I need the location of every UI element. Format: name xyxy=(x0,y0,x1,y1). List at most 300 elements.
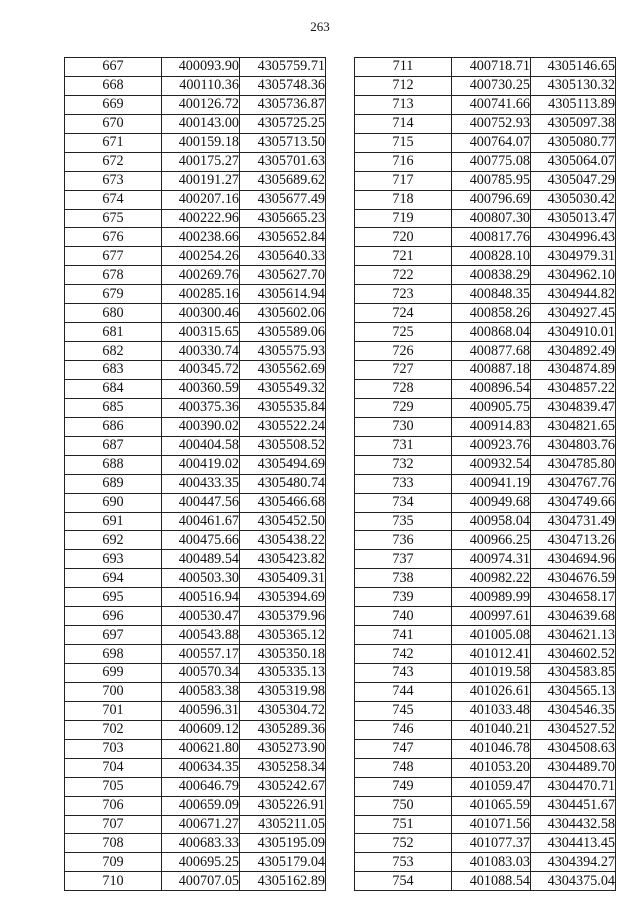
point-number-cell: 722 xyxy=(355,266,452,285)
point-number-cell: 683 xyxy=(65,361,162,380)
y-coordinate-cell: 4305226.91 xyxy=(240,796,326,815)
y-coordinate-cell: 4304394.27 xyxy=(531,853,616,872)
y-coordinate-cell: 4305242.67 xyxy=(240,777,326,796)
table-row xyxy=(355,266,616,285)
y-coordinate-cell: 4305689.62 xyxy=(240,171,326,190)
table-row xyxy=(355,682,616,701)
point-number-cell: 725 xyxy=(355,323,452,342)
table-row xyxy=(65,682,326,701)
x-coordinate-cell: 400503.30 xyxy=(162,569,240,588)
y-coordinate-cell: 4305064.07 xyxy=(531,152,616,171)
point-number-cell: 733 xyxy=(355,474,452,493)
point-number-cell: 685 xyxy=(65,398,162,417)
point-number-cell: 698 xyxy=(65,645,162,664)
table-row xyxy=(355,777,616,796)
table-row xyxy=(65,266,326,285)
table-row xyxy=(355,114,616,133)
x-coordinate-cell: 400375.36 xyxy=(162,398,240,417)
y-coordinate-cell: 4305304.72 xyxy=(240,701,326,720)
point-number-cell: 706 xyxy=(65,796,162,815)
x-coordinate-cell: 400659.09 xyxy=(162,796,240,815)
y-coordinate-cell: 4304375.04 xyxy=(531,872,616,891)
point-number-cell: 736 xyxy=(355,531,452,550)
y-coordinate-cell: 4305652.84 xyxy=(240,228,326,247)
table-row xyxy=(65,815,326,834)
point-number-cell: 669 xyxy=(65,95,162,114)
y-coordinate-cell: 4305394.69 xyxy=(240,588,326,607)
point-number-cell: 677 xyxy=(65,247,162,266)
table-row xyxy=(65,607,326,626)
y-coordinate-cell: 4304432.58 xyxy=(531,815,616,834)
x-coordinate-cell: 400646.79 xyxy=(162,777,240,796)
table-row xyxy=(65,626,326,645)
y-coordinate-cell: 4304713.26 xyxy=(531,531,616,550)
x-coordinate-cell: 400596.31 xyxy=(162,701,240,720)
x-coordinate-cell: 401059.47 xyxy=(452,777,531,796)
x-coordinate-cell: 400404.58 xyxy=(162,436,240,455)
table-row xyxy=(65,247,326,266)
table-row xyxy=(65,796,326,815)
point-number-cell: 742 xyxy=(355,645,452,664)
y-coordinate-cell: 4305080.77 xyxy=(531,133,616,152)
table-row xyxy=(355,171,616,190)
point-number-cell: 686 xyxy=(65,417,162,436)
y-coordinate-cell: 4304767.76 xyxy=(531,474,616,493)
y-coordinate-cell: 4304565.13 xyxy=(531,682,616,701)
point-number-cell: 718 xyxy=(355,190,452,209)
coordinates-table-left xyxy=(64,57,326,891)
point-number-cell: 710 xyxy=(65,872,162,891)
table-row xyxy=(355,720,616,739)
x-coordinate-cell: 400730.25 xyxy=(452,76,531,95)
table-row xyxy=(65,379,326,398)
point-number-cell: 709 xyxy=(65,853,162,872)
y-coordinate-cell: 4304658.17 xyxy=(531,588,616,607)
point-number-cell: 682 xyxy=(65,342,162,361)
table-row xyxy=(65,701,326,720)
point-number-cell: 690 xyxy=(65,493,162,512)
x-coordinate-cell: 400315.65 xyxy=(162,323,240,342)
y-coordinate-cell: 4305319.98 xyxy=(240,682,326,701)
x-coordinate-cell: 400695.25 xyxy=(162,853,240,872)
point-number-cell: 744 xyxy=(355,682,452,701)
table-row xyxy=(355,701,616,720)
point-number-cell: 714 xyxy=(355,114,452,133)
table-row xyxy=(65,720,326,739)
point-number-cell: 720 xyxy=(355,228,452,247)
x-coordinate-cell: 401012.41 xyxy=(452,645,531,664)
table-row xyxy=(355,417,616,436)
x-coordinate-cell: 400433.35 xyxy=(162,474,240,493)
point-number-cell: 670 xyxy=(65,114,162,133)
table-row xyxy=(65,152,326,171)
y-coordinate-cell: 4304489.70 xyxy=(531,758,616,777)
x-coordinate-cell: 400905.75 xyxy=(452,398,531,417)
x-coordinate-cell: 400330.74 xyxy=(162,342,240,361)
point-number-cell: 704 xyxy=(65,758,162,777)
y-coordinate-cell: 4304546.35 xyxy=(531,701,616,720)
y-coordinate-cell: 4304979.31 xyxy=(531,247,616,266)
table-row xyxy=(355,58,616,77)
y-coordinate-cell: 4304962.10 xyxy=(531,266,616,285)
y-coordinate-cell: 4305211.05 xyxy=(240,815,326,834)
y-coordinate-cell: 4304821.65 xyxy=(531,417,616,436)
y-coordinate-cell: 4305759.71 xyxy=(240,58,326,77)
y-coordinate-cell: 4305179.04 xyxy=(240,853,326,872)
coordinates-table-right xyxy=(354,57,616,891)
x-coordinate-cell: 400516.94 xyxy=(162,588,240,607)
table-row xyxy=(65,323,326,342)
y-coordinate-cell: 4304602.52 xyxy=(531,645,616,664)
y-coordinate-cell: 4305423.82 xyxy=(240,550,326,569)
table-row xyxy=(65,190,326,209)
table-row xyxy=(355,550,616,569)
y-coordinate-cell: 4304413.45 xyxy=(531,834,616,853)
table-row xyxy=(65,76,326,95)
y-coordinate-cell: 4304470.71 xyxy=(531,777,616,796)
table-row xyxy=(65,645,326,664)
point-number-cell: 713 xyxy=(355,95,452,114)
point-number-cell: 699 xyxy=(65,664,162,683)
point-number-cell: 723 xyxy=(355,285,452,304)
x-coordinate-cell: 400838.29 xyxy=(452,266,531,285)
point-number-cell: 717 xyxy=(355,171,452,190)
y-coordinate-cell: 4305195.09 xyxy=(240,834,326,853)
y-coordinate-cell: 4305113.89 xyxy=(531,95,616,114)
point-number-cell: 721 xyxy=(355,247,452,266)
table-row xyxy=(65,834,326,853)
y-coordinate-cell: 4305480.74 xyxy=(240,474,326,493)
point-number-cell: 695 xyxy=(65,588,162,607)
x-coordinate-cell: 400817.76 xyxy=(452,228,531,247)
point-number-cell: 675 xyxy=(65,209,162,228)
x-coordinate-cell: 400932.54 xyxy=(452,455,531,474)
y-coordinate-cell: 4305438.22 xyxy=(240,531,326,550)
point-number-cell: 727 xyxy=(355,361,452,380)
table-row xyxy=(355,569,616,588)
table-row xyxy=(355,626,616,645)
point-number-cell: 712 xyxy=(355,76,452,95)
point-number-cell: 676 xyxy=(65,228,162,247)
table-row xyxy=(65,739,326,758)
point-number-cell: 689 xyxy=(65,474,162,493)
x-coordinate-cell: 400634.35 xyxy=(162,758,240,777)
point-number-cell: 750 xyxy=(355,796,452,815)
y-coordinate-cell: 4304508.63 xyxy=(531,739,616,758)
y-coordinate-cell: 4305013.47 xyxy=(531,209,616,228)
point-number-cell: 687 xyxy=(65,436,162,455)
point-number-cell: 681 xyxy=(65,323,162,342)
x-coordinate-cell: 400175.27 xyxy=(162,152,240,171)
x-coordinate-cell: 400254.26 xyxy=(162,247,240,266)
table-row xyxy=(355,853,616,872)
point-number-cell: 702 xyxy=(65,720,162,739)
table-row xyxy=(65,872,326,891)
table-row xyxy=(355,361,616,380)
y-coordinate-cell: 4304857.22 xyxy=(531,379,616,398)
point-number-cell: 684 xyxy=(65,379,162,398)
point-number-cell: 679 xyxy=(65,285,162,304)
x-coordinate-cell: 401046.78 xyxy=(452,739,531,758)
point-number-cell: 705 xyxy=(65,777,162,796)
point-number-cell: 737 xyxy=(355,550,452,569)
x-coordinate-cell: 400877.68 xyxy=(452,342,531,361)
point-number-cell: 697 xyxy=(65,626,162,645)
point-number-cell: 708 xyxy=(65,834,162,853)
x-coordinate-cell: 400238.66 xyxy=(162,228,240,247)
table-row xyxy=(355,872,616,891)
point-number-cell: 754 xyxy=(355,872,452,891)
table-row xyxy=(355,95,616,114)
point-number-cell: 696 xyxy=(65,607,162,626)
x-coordinate-cell: 400159.18 xyxy=(162,133,240,152)
y-coordinate-cell: 4305097.38 xyxy=(531,114,616,133)
y-coordinate-cell: 4305409.31 xyxy=(240,569,326,588)
x-coordinate-cell: 400997.61 xyxy=(452,607,531,626)
point-number-cell: 731 xyxy=(355,436,452,455)
point-number-cell: 680 xyxy=(65,304,162,323)
point-number-cell: 730 xyxy=(355,417,452,436)
table-row xyxy=(65,531,326,550)
x-coordinate-cell: 400609.12 xyxy=(162,720,240,739)
y-coordinate-cell: 4305146.65 xyxy=(531,58,616,77)
y-coordinate-cell: 4305047.29 xyxy=(531,171,616,190)
table-row xyxy=(355,379,616,398)
x-coordinate-cell: 400941.19 xyxy=(452,474,531,493)
y-coordinate-cell: 4304910.01 xyxy=(531,323,616,342)
y-coordinate-cell: 4304892.49 xyxy=(531,342,616,361)
point-number-cell: 716 xyxy=(355,152,452,171)
x-coordinate-cell: 400958.04 xyxy=(452,512,531,531)
table-row xyxy=(65,95,326,114)
table-row xyxy=(65,455,326,474)
x-coordinate-cell: 400982.22 xyxy=(452,569,531,588)
point-number-cell: 692 xyxy=(65,531,162,550)
x-coordinate-cell: 400868.04 xyxy=(452,323,531,342)
point-number-cell: 732 xyxy=(355,455,452,474)
point-number-cell: 746 xyxy=(355,720,452,739)
y-coordinate-cell: 4305549.32 xyxy=(240,379,326,398)
x-coordinate-cell: 400126.72 xyxy=(162,95,240,114)
x-coordinate-cell: 400752.93 xyxy=(452,114,531,133)
table-row xyxy=(355,664,616,683)
x-coordinate-cell: 400110.36 xyxy=(162,76,240,95)
x-coordinate-cell: 400785.95 xyxy=(452,171,531,190)
table-row xyxy=(65,342,326,361)
table-row xyxy=(355,398,616,417)
table-row xyxy=(355,474,616,493)
point-number-cell: 707 xyxy=(65,815,162,834)
point-number-cell: 703 xyxy=(65,739,162,758)
x-coordinate-cell: 401053.20 xyxy=(452,758,531,777)
x-coordinate-cell: 401040.21 xyxy=(452,720,531,739)
table-row xyxy=(65,758,326,777)
table-row xyxy=(355,645,616,664)
point-number-cell: 701 xyxy=(65,701,162,720)
x-coordinate-cell: 400570.34 xyxy=(162,664,240,683)
table-row xyxy=(355,531,616,550)
table-row xyxy=(65,664,326,683)
y-coordinate-cell: 4305602.06 xyxy=(240,304,326,323)
point-number-cell: 726 xyxy=(355,342,452,361)
point-number-cell: 751 xyxy=(355,815,452,834)
x-coordinate-cell: 400489.54 xyxy=(162,550,240,569)
y-coordinate-cell: 4305640.33 xyxy=(240,247,326,266)
x-coordinate-cell: 401077.37 xyxy=(452,834,531,853)
x-coordinate-cell: 400896.54 xyxy=(452,379,531,398)
point-number-cell: 672 xyxy=(65,152,162,171)
point-number-cell: 739 xyxy=(355,588,452,607)
x-coordinate-cell: 400447.56 xyxy=(162,493,240,512)
x-coordinate-cell: 400989.99 xyxy=(452,588,531,607)
table-row xyxy=(65,436,326,455)
y-coordinate-cell: 4305736.87 xyxy=(240,95,326,114)
table-row xyxy=(65,474,326,493)
y-coordinate-cell: 4304527.52 xyxy=(531,720,616,739)
y-coordinate-cell: 4304731.49 xyxy=(531,512,616,531)
x-coordinate-cell: 400974.31 xyxy=(452,550,531,569)
x-coordinate-cell: 400419.02 xyxy=(162,455,240,474)
y-coordinate-cell: 4304451.67 xyxy=(531,796,616,815)
x-coordinate-cell: 400360.59 xyxy=(162,379,240,398)
x-coordinate-cell: 400887.18 xyxy=(452,361,531,380)
point-number-cell: 735 xyxy=(355,512,452,531)
table-row xyxy=(65,550,326,569)
point-number-cell: 711 xyxy=(355,58,452,77)
table-row xyxy=(65,588,326,607)
x-coordinate-cell: 400557.17 xyxy=(162,645,240,664)
y-coordinate-cell: 4305466.68 xyxy=(240,493,326,512)
point-number-cell: 674 xyxy=(65,190,162,209)
x-coordinate-cell: 400222.96 xyxy=(162,209,240,228)
x-coordinate-cell: 400475.66 xyxy=(162,531,240,550)
x-coordinate-cell: 400949.68 xyxy=(452,493,531,512)
x-coordinate-cell: 400671.27 xyxy=(162,815,240,834)
y-coordinate-cell: 4305562.69 xyxy=(240,361,326,380)
x-coordinate-cell: 400093.90 xyxy=(162,58,240,77)
y-coordinate-cell: 4304839.47 xyxy=(531,398,616,417)
point-number-cell: 678 xyxy=(65,266,162,285)
point-number-cell: 693 xyxy=(65,550,162,569)
point-number-cell: 745 xyxy=(355,701,452,720)
x-coordinate-cell: 400143.00 xyxy=(162,114,240,133)
x-coordinate-cell: 400345.72 xyxy=(162,361,240,380)
y-coordinate-cell: 4304944.82 xyxy=(531,285,616,304)
x-coordinate-cell: 400741.66 xyxy=(452,95,531,114)
y-coordinate-cell: 4305522.24 xyxy=(240,417,326,436)
y-coordinate-cell: 4305289.36 xyxy=(240,720,326,739)
table-row xyxy=(355,512,616,531)
table-row xyxy=(355,190,616,209)
point-number-cell: 668 xyxy=(65,76,162,95)
table-row xyxy=(355,304,616,323)
table-row xyxy=(355,493,616,512)
y-coordinate-cell: 4305535.84 xyxy=(240,398,326,417)
y-coordinate-cell: 4304621.13 xyxy=(531,626,616,645)
x-coordinate-cell: 400191.27 xyxy=(162,171,240,190)
y-coordinate-cell: 4305575.93 xyxy=(240,342,326,361)
point-number-cell: 673 xyxy=(65,171,162,190)
y-coordinate-cell: 4305677.49 xyxy=(240,190,326,209)
x-coordinate-cell: 400858.26 xyxy=(452,304,531,323)
x-coordinate-cell: 400718.71 xyxy=(452,58,531,77)
y-coordinate-cell: 4305258.34 xyxy=(240,758,326,777)
point-number-cell: 743 xyxy=(355,664,452,683)
y-coordinate-cell: 4304583.85 xyxy=(531,664,616,683)
table-row xyxy=(65,114,326,133)
table-row xyxy=(355,228,616,247)
table-row xyxy=(355,152,616,171)
table-row xyxy=(65,304,326,323)
x-coordinate-cell: 400683.33 xyxy=(162,834,240,853)
x-coordinate-cell: 401088.54 xyxy=(452,872,531,891)
x-coordinate-cell: 401071.56 xyxy=(452,815,531,834)
point-number-cell: 747 xyxy=(355,739,452,758)
point-number-cell: 740 xyxy=(355,607,452,626)
x-coordinate-cell: 400621.80 xyxy=(162,739,240,758)
y-coordinate-cell: 4305030.42 xyxy=(531,190,616,209)
table-row xyxy=(65,209,326,228)
table-row xyxy=(355,436,616,455)
x-coordinate-cell: 400828.10 xyxy=(452,247,531,266)
y-coordinate-cell: 4305508.52 xyxy=(240,436,326,455)
point-number-cell: 752 xyxy=(355,834,452,853)
point-number-cell: 671 xyxy=(65,133,162,152)
table-row xyxy=(65,133,326,152)
x-coordinate-cell: 400269.76 xyxy=(162,266,240,285)
point-number-cell: 728 xyxy=(355,379,452,398)
x-coordinate-cell: 400707.05 xyxy=(162,872,240,891)
x-coordinate-cell: 400775.08 xyxy=(452,152,531,171)
x-coordinate-cell: 400848.35 xyxy=(452,285,531,304)
x-coordinate-cell: 400583.38 xyxy=(162,682,240,701)
y-coordinate-cell: 4305627.70 xyxy=(240,266,326,285)
y-coordinate-cell: 4305725.25 xyxy=(240,114,326,133)
y-coordinate-cell: 4304803.76 xyxy=(531,436,616,455)
table-row xyxy=(355,588,616,607)
y-coordinate-cell: 4304996.43 xyxy=(531,228,616,247)
y-coordinate-cell: 4305162.89 xyxy=(240,872,326,891)
y-coordinate-cell: 4304785.80 xyxy=(531,455,616,474)
point-number-cell: 715 xyxy=(355,133,452,152)
table-row xyxy=(65,228,326,247)
y-coordinate-cell: 4305665.23 xyxy=(240,209,326,228)
x-coordinate-cell: 401026.61 xyxy=(452,682,531,701)
page-number: 263 xyxy=(310,19,330,34)
point-number-cell: 734 xyxy=(355,493,452,512)
table-row xyxy=(65,493,326,512)
table-row xyxy=(65,285,326,304)
table-row xyxy=(65,58,326,77)
table-row xyxy=(65,512,326,531)
table-row xyxy=(355,796,616,815)
table-row xyxy=(355,133,616,152)
y-coordinate-cell: 4305365.12 xyxy=(240,626,326,645)
x-coordinate-cell: 401033.48 xyxy=(452,701,531,720)
table-row xyxy=(65,361,326,380)
y-coordinate-cell: 4305589.06 xyxy=(240,323,326,342)
point-number-cell: 729 xyxy=(355,398,452,417)
table-row xyxy=(65,398,326,417)
table-row xyxy=(65,417,326,436)
x-coordinate-cell: 400300.46 xyxy=(162,304,240,323)
table-row xyxy=(355,247,616,266)
x-coordinate-cell: 400807.30 xyxy=(452,209,531,228)
x-coordinate-cell: 400543.88 xyxy=(162,626,240,645)
x-coordinate-cell: 400796.69 xyxy=(452,190,531,209)
table-row xyxy=(355,323,616,342)
x-coordinate-cell: 400923.76 xyxy=(452,436,531,455)
